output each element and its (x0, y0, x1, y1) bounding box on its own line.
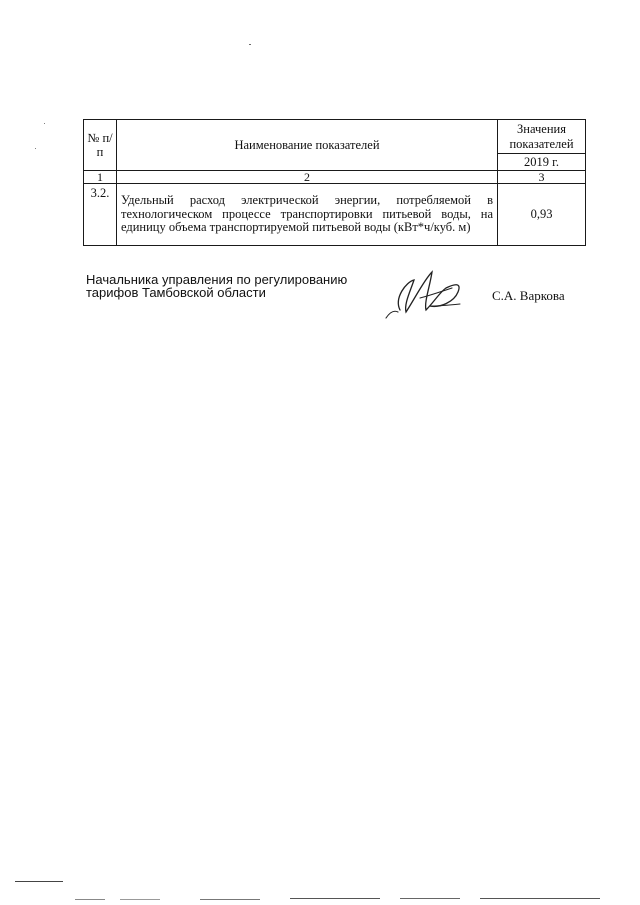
colnum-cell: 1 (84, 171, 117, 184)
scan-speck (35, 148, 36, 149)
indicators-table (83, 119, 586, 246)
table-header-row (84, 120, 586, 154)
scan-speck (44, 123, 45, 124)
table-colnum-row (84, 171, 586, 184)
header-name-cell: Наименование показателей (117, 120, 498, 171)
scan-edge-line (400, 898, 460, 899)
table-row (84, 184, 586, 246)
signer-position-line1: Начальника управления по регулированию (86, 272, 348, 287)
colnum-cell: 2 (117, 171, 498, 184)
scan-edge-line (290, 898, 380, 899)
row-value-cell: 0,93 (498, 184, 586, 246)
row-name-cell: Удельный расход электрической энергии, потребляемой в технологическом процессе транспортировки питьевой воды, на единицу объема транспортируемой питьевой воды (кВт*ч/куб. м) (117, 184, 498, 246)
scan-edge-line (480, 898, 600, 899)
header-year-cell: 2019 г. (498, 154, 586, 171)
scan-edge-line (200, 899, 260, 900)
header-num-cell: № п/п (84, 120, 117, 171)
signer-position-line2: тарифов Тамбовской области (86, 285, 266, 300)
header-values-cell: Значения показателей (498, 120, 586, 154)
scan-speck (249, 44, 251, 45)
row-num-cell: 3.2. (84, 184, 117, 246)
scan-edge-line (15, 881, 63, 882)
handwritten-signature (380, 262, 470, 322)
signer-position (86, 273, 347, 299)
colnum-cell: 3 (498, 171, 586, 184)
scan-edge-line (120, 899, 160, 900)
signer-name: С.А. Варкова (492, 288, 565, 303)
scan-edge-line (75, 899, 105, 900)
